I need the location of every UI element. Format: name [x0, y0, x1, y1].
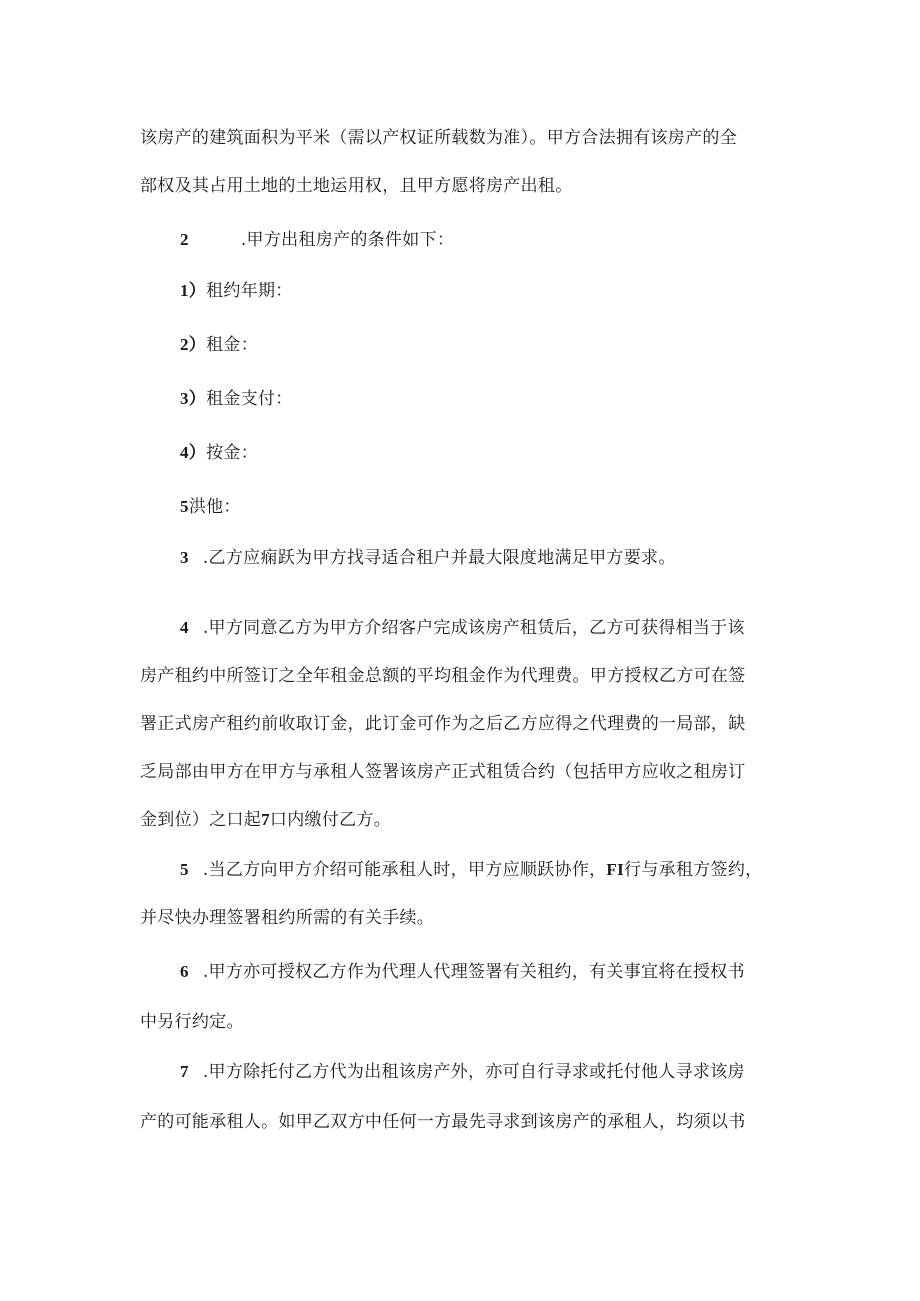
section-text: .当乙方向甲方介绍可能承租人时，甲方应顺跃协作，	[202, 860, 607, 880]
list-item-number: 4）	[180, 443, 207, 462]
list-item-number: 5	[180, 497, 189, 516]
section-4	[180, 616, 745, 640]
section-6	[180, 960, 745, 984]
paragraph-line: 该房产的建筑面积为平米（需以产权证所载数为准）。甲方合法拥有该房产的全	[140, 128, 737, 148]
list-item-text: 洪他：	[188, 497, 241, 517]
paragraph-line	[140, 808, 391, 832]
paragraph-line: 房产租约中所签订之全年租金总额的平均租金作为代理费。甲方授权乙方可在签	[140, 666, 746, 686]
section-text: .甲方同意乙方为甲方介绍客户完成该房产租赁后，乙方可获得相当于该	[202, 618, 745, 638]
section-5	[180, 858, 762, 882]
list-item-text: 租金：	[206, 335, 259, 355]
list-item-number: 3）	[180, 389, 207, 408]
list-item	[180, 495, 241, 519]
section-3	[180, 546, 676, 570]
inline-number: 7	[261, 810, 270, 829]
paragraph-line: 署正式房产租约前收取订金，此订金可作为之后乙方应得之代理费的一局部，缺	[140, 714, 746, 734]
section-number: 6	[180, 962, 189, 981]
section-text: .甲方除托付乙方代为出租该房产外，亦可自行寻求或托付他人寻求该房	[202, 1062, 745, 1082]
section-number: 4	[180, 618, 189, 637]
section-2	[180, 228, 454, 252]
section-7	[180, 1060, 745, 1084]
paragraph-line: 部权及其占用土地的土地运用权，且甲方愿将房产出租。	[140, 176, 573, 196]
section-number: 7	[180, 1062, 189, 1081]
list-item-number: 1）	[180, 281, 207, 300]
section-text: 行与承租方签约，	[624, 860, 763, 880]
list-item-text: 租约年期：	[206, 281, 293, 301]
paragraph-line: 中另行约定。	[140, 1012, 244, 1032]
inline-code: FI	[606, 860, 625, 879]
paragraph-text: 口内缴付乙方。	[269, 810, 392, 830]
section-text: .甲方出租房产的条件如下：	[240, 230, 455, 250]
list-item-number: 2）	[180, 335, 207, 354]
list-item	[180, 387, 293, 411]
section-number: 2	[180, 230, 189, 249]
list-item	[180, 441, 258, 465]
section-number: 5	[180, 860, 189, 879]
list-item	[180, 333, 258, 357]
section-number: 3	[180, 548, 189, 567]
paragraph-line: 产的可能承租人。如甲乙双方中任何一方最先寻求到该房产的承租人，均须以书	[140, 1112, 746, 1132]
list-item-text: 租金支付：	[206, 389, 293, 409]
section-text: .甲方亦可授权乙方作为代理人代理签署有关租约，有关事宜将在授权书	[202, 962, 745, 982]
paragraph-line: 并尽快办理签署租约所需的有关手续。	[140, 908, 435, 928]
list-item	[180, 279, 293, 303]
paragraph-line: 乏局部由甲方在甲方与承租人签署该房产正式租赁合约（包括甲方应收之租房订	[140, 762, 746, 782]
paragraph-text: 金到位）之口起	[140, 810, 262, 830]
section-text: .乙方应痫跃为甲方找寻适合租户并最大限度地满足甲方要求。	[202, 548, 676, 568]
list-item-text: 按金：	[206, 443, 259, 463]
